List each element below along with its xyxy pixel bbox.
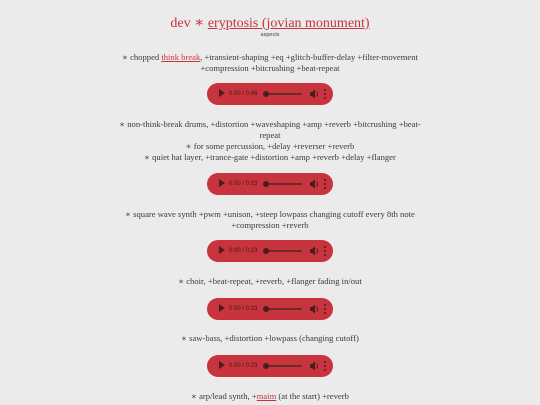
volume-icon[interactable] [309,245,319,257]
description-line: ∗ for some percussion, +delay +reverser +reverb [185,141,355,151]
player-time: 0:00 / 0:23 [229,248,258,254]
progress-handle[interactable] [263,248,269,254]
more-options-icon[interactable] [323,304,327,315]
progress-handle[interactable] [263,91,269,97]
progress-track[interactable] [264,308,302,310]
dev-label: dev [170,16,191,31]
play-icon[interactable] [219,361,225,369]
audio-player[interactable] [207,83,333,105]
play-icon[interactable] [219,304,225,312]
section-description [100,276,440,287]
section-description [100,391,440,402]
description-line: ∗ square wave synth +pwm +unison, +steep lowpass changing cutoff every 8th note [125,209,415,219]
progress-handle[interactable] [263,363,269,369]
page-header [0,13,540,32]
player-time: 0:00 / 0:46 [229,91,258,97]
play-icon[interactable] [219,89,225,97]
volume-icon[interactable] [309,178,319,190]
audio-player[interactable] [207,240,333,262]
volume-icon[interactable] [309,303,319,315]
more-options-icon[interactable] [323,361,327,372]
audio-player[interactable] [207,173,333,195]
star-glyph: ∗ [194,15,205,31]
title-link[interactable]: eryptosis (jovian monument) [207,16,370,31]
audio-player[interactable] [207,355,333,377]
play-icon[interactable] [219,179,225,187]
description-line: +compression +bitcrushing +beat-repeat [200,63,340,73]
progress-handle[interactable] [263,181,269,187]
description-line: ∗ quiet hat layer, +trance-gate +distortion +amp +reverb +delay +flanger [144,152,396,162]
section-description [100,209,440,231]
more-options-icon[interactable] [323,89,327,100]
description-text: (at the start) +reverb [276,391,349,401]
player-time: 0:00 / 0:23 [229,306,258,312]
progress-track[interactable] [264,250,302,252]
description-line: repeat [259,130,281,140]
progress-track[interactable] [264,183,302,185]
description-text: ∗ chopped [122,52,162,62]
more-options-icon[interactable] [323,246,327,257]
section-description [100,119,440,163]
description-line: +compression +reverb [231,220,309,230]
description-line [100,391,440,402]
play-icon[interactable] [219,246,225,254]
player-time: 0:00 / 0:23 [229,181,258,187]
progress-track[interactable] [264,365,302,367]
progress-handle[interactable] [263,306,269,312]
description-line: ∗ choir, +beat-repeat, +reverb, +flanger fading in/out [178,276,362,286]
description-text: , +transient-shaping +eq +glitch-buffer-delay +filter-movement [200,52,418,62]
player-time: 0:00 / 0:23 [229,363,258,369]
more-options-icon[interactable] [323,179,327,190]
section-description [100,52,440,74]
page-subtitle: aspects [260,32,280,38]
maim-link[interactable]: maim [256,391,277,401]
description-line: ∗ non-think-break drums, +distortion +waveshaping +amp +reverb +bitcrushing +beat- [119,119,421,129]
description-line [100,52,440,63]
audio-player[interactable] [207,298,333,320]
think-break-link[interactable]: think break [161,52,201,62]
description-line: ∗ saw-bass, +distortion +lowpass (changing cutoff) [181,333,359,343]
volume-icon[interactable] [309,360,319,372]
section-description [100,333,440,344]
progress-track[interactable] [264,93,302,95]
description-text: ∗ arp/lead synth, + [191,391,257,401]
volume-icon[interactable] [309,88,319,100]
